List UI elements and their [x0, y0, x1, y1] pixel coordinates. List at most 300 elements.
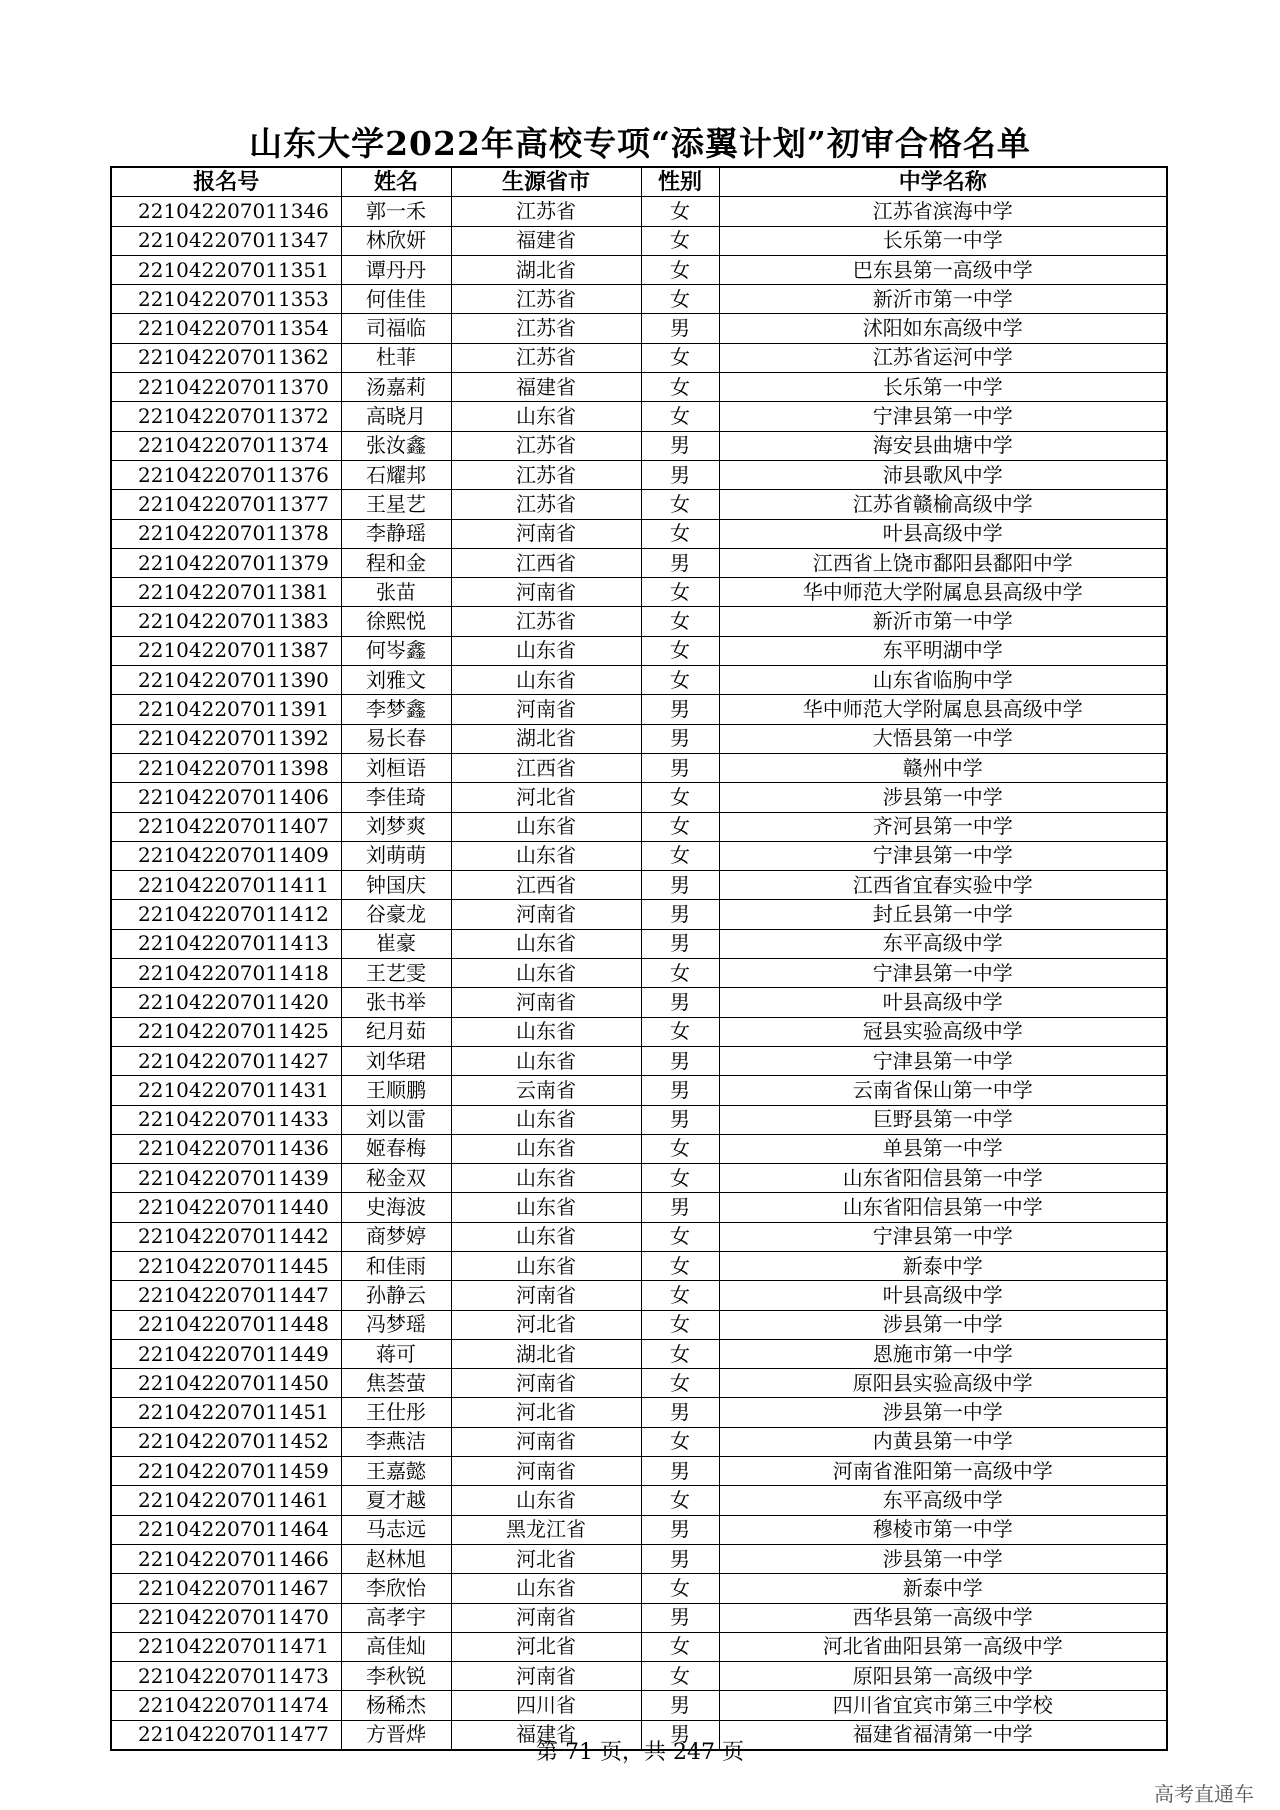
name-cell: 刘以雷 [341, 1105, 451, 1134]
table-row [111, 1339, 1167, 1368]
registration-id-cell: 221042207011362 [111, 343, 341, 372]
registration-id-cell: 221042207011451 [111, 1398, 341, 1427]
province-cell: 河南省 [451, 1603, 641, 1632]
registration-id-cell: 221042207011374 [111, 431, 341, 460]
school-cell: 华中师范大学附属息县高级中学 [719, 695, 1167, 724]
gender-cell: 女 [641, 1632, 719, 1661]
table-row [111, 1134, 1167, 1163]
table-row [111, 959, 1167, 988]
name-cell: 张书举 [341, 988, 451, 1017]
school-cell: 山东省临朐中学 [719, 666, 1167, 695]
name-cell: 林欣妍 [341, 226, 451, 255]
registration-id-cell: 221042207011461 [111, 1486, 341, 1515]
school-cell: 江西省上饶市鄱阳县鄱阳中学 [719, 548, 1167, 577]
province-cell: 山东省 [451, 959, 641, 988]
school-cell: 沛县歌风中学 [719, 460, 1167, 489]
registration-id-cell: 221042207011464 [111, 1515, 341, 1544]
province-cell: 四川省 [451, 1691, 641, 1720]
table-row [111, 431, 1167, 460]
province-cell: 山东省 [451, 1164, 641, 1193]
registration-id-cell: 221042207011354 [111, 314, 341, 343]
province-cell: 江西省 [451, 871, 641, 900]
province-cell: 山东省 [451, 1046, 641, 1075]
province-cell: 山东省 [451, 1193, 641, 1222]
gender-cell: 男 [641, 900, 719, 929]
registration-id-cell: 221042207011431 [111, 1076, 341, 1105]
registration-id-cell: 221042207011425 [111, 1017, 341, 1046]
school-cell: 内黄县第一中学 [719, 1427, 1167, 1456]
gender-cell: 男 [641, 314, 719, 343]
school-cell: 沭阳如东高级中学 [719, 314, 1167, 343]
school-cell: 涉县第一中学 [719, 1544, 1167, 1573]
province-cell: 河南省 [451, 1457, 641, 1486]
table-row [111, 753, 1167, 782]
name-cell: 钟国庆 [341, 871, 451, 900]
province-cell: 河南省 [451, 1427, 641, 1456]
province-cell: 江苏省 [451, 460, 641, 489]
registration-id-cell: 221042207011471 [111, 1632, 341, 1661]
column-header-province: 生源省市 [451, 167, 641, 197]
name-cell: 张苗 [341, 578, 451, 607]
registration-id-cell: 221042207011436 [111, 1134, 341, 1163]
name-cell: 王嘉懿 [341, 1457, 451, 1486]
gender-cell: 女 [641, 1662, 719, 1691]
school-cell: 宁津县第一中学 [719, 841, 1167, 870]
gender-cell: 男 [641, 1046, 719, 1075]
school-cell: 江苏省运河中学 [719, 343, 1167, 372]
school-cell: 叶县高级中学 [719, 988, 1167, 1017]
name-cell: 李佳琦 [341, 783, 451, 812]
gender-cell: 女 [641, 1134, 719, 1163]
name-cell: 夏才越 [341, 1486, 451, 1515]
registration-id-cell: 221042207011420 [111, 988, 341, 1017]
gender-cell: 女 [641, 285, 719, 314]
school-cell: 冠县实验高级中学 [719, 1017, 1167, 1046]
gender-cell: 男 [641, 1720, 719, 1750]
table-row [111, 636, 1167, 665]
table-row [111, 1193, 1167, 1222]
name-cell: 史海波 [341, 1193, 451, 1222]
registration-id-cell: 221042207011376 [111, 460, 341, 489]
name-cell: 汤嘉莉 [341, 373, 451, 402]
table-row [111, 1076, 1167, 1105]
gender-cell: 女 [641, 578, 719, 607]
column-header-school: 中学名称 [719, 167, 1167, 197]
school-cell: 巴东县第一高级中学 [719, 255, 1167, 284]
name-cell: 李静瑶 [341, 519, 451, 548]
table-row [111, 1105, 1167, 1134]
gender-cell: 男 [641, 1691, 719, 1720]
name-cell: 王仕彤 [341, 1398, 451, 1427]
gender-cell: 男 [641, 1544, 719, 1573]
table-row [111, 607, 1167, 636]
registration-id-cell: 221042207011347 [111, 226, 341, 255]
gender-cell: 男 [641, 1076, 719, 1105]
school-cell: 赣州中学 [719, 753, 1167, 782]
school-cell: 东平高级中学 [719, 929, 1167, 958]
registration-id-cell: 221042207011418 [111, 959, 341, 988]
school-cell: 河北省曲阳县第一高级中学 [719, 1632, 1167, 1661]
gender-cell: 女 [641, 255, 719, 284]
province-cell: 江苏省 [451, 431, 641, 460]
school-cell: 河南省淮阳第一高级中学 [719, 1457, 1167, 1486]
province-cell: 山东省 [451, 636, 641, 665]
table-row [111, 1281, 1167, 1310]
table-row [111, 519, 1167, 548]
province-cell: 山东省 [451, 1222, 641, 1251]
gender-cell: 男 [641, 460, 719, 489]
name-cell: 李梦鑫 [341, 695, 451, 724]
province-cell: 河南省 [451, 1369, 641, 1398]
table-row [111, 1691, 1167, 1720]
registration-id-cell: 221042207011477 [111, 1720, 341, 1750]
school-cell: 穆棱市第一中学 [719, 1515, 1167, 1544]
table-row [111, 197, 1167, 226]
school-cell: 新沂市第一中学 [719, 285, 1167, 314]
table-row [111, 578, 1167, 607]
table-row [111, 1017, 1167, 1046]
province-cell: 河北省 [451, 1398, 641, 1427]
table-row [111, 285, 1167, 314]
province-cell: 黑龙江省 [451, 1515, 641, 1544]
name-cell: 焦荟萤 [341, 1369, 451, 1398]
table-row [111, 1457, 1167, 1486]
name-cell: 刘雅文 [341, 666, 451, 695]
province-cell: 福建省 [451, 1720, 641, 1750]
gender-cell: 女 [641, 959, 719, 988]
name-cell: 孙静云 [341, 1281, 451, 1310]
table-row [111, 1369, 1167, 1398]
table-row [111, 1164, 1167, 1193]
gender-cell: 女 [641, 490, 719, 519]
gender-cell: 男 [641, 1515, 719, 1544]
gender-cell: 男 [641, 753, 719, 782]
name-cell: 张汝鑫 [341, 431, 451, 460]
province-cell: 河南省 [451, 988, 641, 1017]
registration-id-cell: 221042207011379 [111, 548, 341, 577]
gender-cell: 男 [641, 1105, 719, 1134]
school-cell: 新泰中学 [719, 1251, 1167, 1280]
name-cell: 崔豪 [341, 929, 451, 958]
province-cell: 福建省 [451, 373, 641, 402]
registration-id-cell: 221042207011406 [111, 783, 341, 812]
gender-cell: 女 [641, 636, 719, 665]
province-cell: 山东省 [451, 812, 641, 841]
registration-id-cell: 221042207011452 [111, 1427, 341, 1456]
table-row [111, 724, 1167, 753]
registration-id-cell: 221042207011459 [111, 1457, 341, 1486]
table-body [111, 197, 1167, 1750]
school-cell: 恩施市第一中学 [719, 1339, 1167, 1368]
gender-cell: 女 [641, 1574, 719, 1603]
registration-id-cell: 221042207011448 [111, 1310, 341, 1339]
school-cell: 海安县曲塘中学 [719, 431, 1167, 460]
school-cell: 宁津县第一中学 [719, 1222, 1167, 1251]
table-row [111, 1251, 1167, 1280]
province-cell: 福建省 [451, 226, 641, 255]
gender-cell: 女 [641, 812, 719, 841]
name-cell: 高晓月 [341, 402, 451, 431]
registration-id-cell: 221042207011433 [111, 1105, 341, 1134]
gender-cell: 女 [641, 197, 719, 226]
column-header-name: 姓名 [341, 167, 451, 197]
gender-cell: 男 [641, 724, 719, 753]
province-cell: 江苏省 [451, 607, 641, 636]
province-cell: 山东省 [451, 929, 641, 958]
province-cell: 山东省 [451, 1017, 641, 1046]
gender-cell: 女 [641, 1281, 719, 1310]
province-cell: 河北省 [451, 1310, 641, 1339]
table-row [111, 373, 1167, 402]
table-row [111, 1544, 1167, 1573]
gender-cell: 女 [641, 1164, 719, 1193]
province-cell: 湖北省 [451, 1339, 641, 1368]
province-cell: 河北省 [451, 1632, 641, 1661]
province-cell: 山东省 [451, 1251, 641, 1280]
name-cell: 易长春 [341, 724, 451, 753]
name-cell: 何佳佳 [341, 285, 451, 314]
table-row [111, 988, 1167, 1017]
registration-id-cell: 221042207011383 [111, 607, 341, 636]
province-cell: 山东省 [451, 1105, 641, 1134]
registration-id-cell: 221042207011346 [111, 197, 341, 226]
province-cell: 云南省 [451, 1076, 641, 1105]
table-row [111, 1632, 1167, 1661]
watermark: 高考直通车 [1154, 1782, 1254, 1806]
school-cell: 新泰中学 [719, 1574, 1167, 1603]
school-cell: 涉县第一中学 [719, 783, 1167, 812]
table-row [111, 314, 1167, 343]
name-cell: 杨稀杰 [341, 1691, 451, 1720]
name-cell: 王星艺 [341, 490, 451, 519]
registration-id-cell: 221042207011442 [111, 1222, 341, 1251]
school-cell: 宁津县第一中学 [719, 959, 1167, 988]
registration-id-cell: 221042207011407 [111, 812, 341, 841]
school-cell: 叶县高级中学 [719, 1281, 1167, 1310]
name-cell: 秘金双 [341, 1164, 451, 1193]
gender-cell: 男 [641, 431, 719, 460]
gender-cell: 女 [641, 783, 719, 812]
school-cell: 福建省福清第一中学 [719, 1720, 1167, 1750]
registration-id-cell: 221042207011474 [111, 1691, 341, 1720]
gender-cell: 男 [641, 548, 719, 577]
school-cell: 宁津县第一中学 [719, 402, 1167, 431]
registration-id-cell: 221042207011392 [111, 724, 341, 753]
gender-cell: 女 [641, 402, 719, 431]
province-cell: 山东省 [451, 402, 641, 431]
table-row [111, 343, 1167, 372]
table-header-row [111, 167, 1167, 197]
table-row [111, 1046, 1167, 1075]
registration-id-cell: 221042207011439 [111, 1164, 341, 1193]
registration-id-cell: 221042207011409 [111, 841, 341, 870]
province-cell: 河南省 [451, 900, 641, 929]
table-row [111, 1603, 1167, 1632]
table-row [111, 1222, 1167, 1251]
province-cell: 山东省 [451, 1486, 641, 1515]
gender-cell: 女 [641, 1310, 719, 1339]
table-row [111, 929, 1167, 958]
table-row [111, 1515, 1167, 1544]
gender-cell: 男 [641, 871, 719, 900]
table-row [111, 1662, 1167, 1691]
school-cell: 华中师范大学附属息县高级中学 [719, 578, 1167, 607]
province-cell: 江苏省 [451, 314, 641, 343]
column-header-registration-id: 报名号 [111, 167, 341, 197]
table-row [111, 695, 1167, 724]
registration-id-cell: 221042207011391 [111, 695, 341, 724]
registration-id-cell: 221042207011390 [111, 666, 341, 695]
province-cell: 河南省 [451, 1662, 641, 1691]
name-cell: 司福临 [341, 314, 451, 343]
name-cell: 姬春梅 [341, 1134, 451, 1163]
school-cell: 云南省保山第一中学 [719, 1076, 1167, 1105]
table-row [111, 548, 1167, 577]
name-cell: 王艺雯 [341, 959, 451, 988]
school-cell: 大悟县第一中学 [719, 724, 1167, 753]
province-cell: 河南省 [451, 578, 641, 607]
name-cell: 商梦婷 [341, 1222, 451, 1251]
table-row [111, 255, 1167, 284]
table-row [111, 1427, 1167, 1456]
name-cell: 冯梦瑶 [341, 1310, 451, 1339]
page-number: 第 71 页，共 247 页 [536, 1740, 744, 1765]
school-cell: 东平高级中学 [719, 1486, 1167, 1515]
province-cell: 山东省 [451, 666, 641, 695]
table-row [111, 900, 1167, 929]
school-cell: 山东省阳信县第一中学 [719, 1164, 1167, 1193]
registration-id-cell: 221042207011370 [111, 373, 341, 402]
registration-id-cell: 221042207011449 [111, 1339, 341, 1368]
province-cell: 湖北省 [451, 255, 641, 284]
name-cell: 高佳灿 [341, 1632, 451, 1661]
school-cell: 山东省阳信县第一中学 [719, 1193, 1167, 1222]
province-cell: 江苏省 [451, 490, 641, 519]
table-row [111, 841, 1167, 870]
province-cell: 河南省 [451, 1281, 641, 1310]
school-cell: 巨野县第一中学 [719, 1105, 1167, 1134]
name-cell: 杜菲 [341, 343, 451, 372]
gender-cell: 女 [641, 1369, 719, 1398]
school-cell: 原阳县实验高级中学 [719, 1369, 1167, 1398]
province-cell: 河北省 [451, 1544, 641, 1573]
registration-id-cell: 221042207011377 [111, 490, 341, 519]
school-cell: 西华县第一高级中学 [719, 1603, 1167, 1632]
name-cell: 方晋烨 [341, 1720, 451, 1750]
name-cell: 赵林旭 [341, 1544, 451, 1573]
registration-id-cell: 221042207011470 [111, 1603, 341, 1632]
province-cell: 江西省 [451, 753, 641, 782]
province-cell: 湖北省 [451, 724, 641, 753]
registration-id-cell: 221042207011381 [111, 578, 341, 607]
registration-id-cell: 221042207011473 [111, 1662, 341, 1691]
school-cell: 长乐第一中学 [719, 226, 1167, 255]
column-header-gender: 性别 [641, 167, 719, 197]
registration-id-cell: 221042207011378 [111, 519, 341, 548]
province-cell: 江苏省 [451, 197, 641, 226]
name-cell: 谷豪龙 [341, 900, 451, 929]
school-cell: 叶县高级中学 [719, 519, 1167, 548]
table-row [111, 783, 1167, 812]
table-row [111, 402, 1167, 431]
gender-cell: 女 [641, 373, 719, 402]
registration-id-cell: 221042207011427 [111, 1046, 341, 1075]
gender-cell: 男 [641, 695, 719, 724]
school-cell: 四川省宜宾市第三中学校 [719, 1691, 1167, 1720]
school-cell: 江西省宜春实验中学 [719, 871, 1167, 900]
gender-cell: 女 [641, 1017, 719, 1046]
name-cell: 刘桓语 [341, 753, 451, 782]
province-cell: 河南省 [451, 519, 641, 548]
name-cell: 马志远 [341, 1515, 451, 1544]
name-cell: 王顺鹏 [341, 1076, 451, 1105]
gender-cell: 女 [641, 226, 719, 255]
table-row [111, 460, 1167, 489]
school-cell: 单县第一中学 [719, 1134, 1167, 1163]
name-cell: 李秋锐 [341, 1662, 451, 1691]
gender-cell: 女 [641, 1251, 719, 1280]
school-cell: 江苏省赣榆高级中学 [719, 490, 1167, 519]
registration-id-cell: 221042207011450 [111, 1369, 341, 1398]
school-cell: 封丘县第一中学 [719, 900, 1167, 929]
registration-id-cell: 221042207011398 [111, 753, 341, 782]
province-cell: 山东省 [451, 1574, 641, 1603]
gender-cell: 女 [641, 607, 719, 636]
gender-cell: 女 [641, 1222, 719, 1251]
name-cell: 谭丹丹 [341, 255, 451, 284]
gender-cell: 女 [641, 1486, 719, 1515]
school-cell: 齐河县第一中学 [719, 812, 1167, 841]
province-cell: 河南省 [451, 695, 641, 724]
table-row [111, 490, 1167, 519]
registration-id-cell: 221042207011413 [111, 929, 341, 958]
registration-id-cell: 221042207011445 [111, 1251, 341, 1280]
table-row [111, 1486, 1167, 1515]
table-row [111, 226, 1167, 255]
registration-id-cell: 221042207011411 [111, 871, 341, 900]
province-cell: 河北省 [451, 783, 641, 812]
name-cell: 李燕洁 [341, 1427, 451, 1456]
school-cell: 涉县第一中学 [719, 1398, 1167, 1427]
gender-cell: 男 [641, 929, 719, 958]
document-title: 山东大学2022年高校专项“添翼计划”初审合格名单 [249, 124, 1031, 163]
gender-cell: 男 [641, 1193, 719, 1222]
name-cell: 刘华珺 [341, 1046, 451, 1075]
roster-table [110, 166, 1168, 1751]
table-row [111, 1574, 1167, 1603]
gender-cell: 女 [641, 841, 719, 870]
school-cell: 长乐第一中学 [719, 373, 1167, 402]
registration-id-cell: 221042207011387 [111, 636, 341, 665]
name-cell: 蒋可 [341, 1339, 451, 1368]
gender-cell: 女 [641, 1339, 719, 1368]
province-cell: 江西省 [451, 548, 641, 577]
name-cell: 纪月茹 [341, 1017, 451, 1046]
name-cell: 李欣怡 [341, 1574, 451, 1603]
table-row [111, 1310, 1167, 1339]
table-row [111, 871, 1167, 900]
school-cell: 东平明湖中学 [719, 636, 1167, 665]
school-cell: 原阳县第一高级中学 [719, 1662, 1167, 1691]
registration-id-cell: 221042207011447 [111, 1281, 341, 1310]
province-cell: 山东省 [451, 841, 641, 870]
province-cell: 山东省 [451, 1134, 641, 1163]
school-cell: 宁津县第一中学 [719, 1046, 1167, 1075]
table-row [111, 666, 1167, 695]
name-cell: 高孝宇 [341, 1603, 451, 1632]
name-cell: 程和金 [341, 548, 451, 577]
gender-cell: 男 [641, 1398, 719, 1427]
